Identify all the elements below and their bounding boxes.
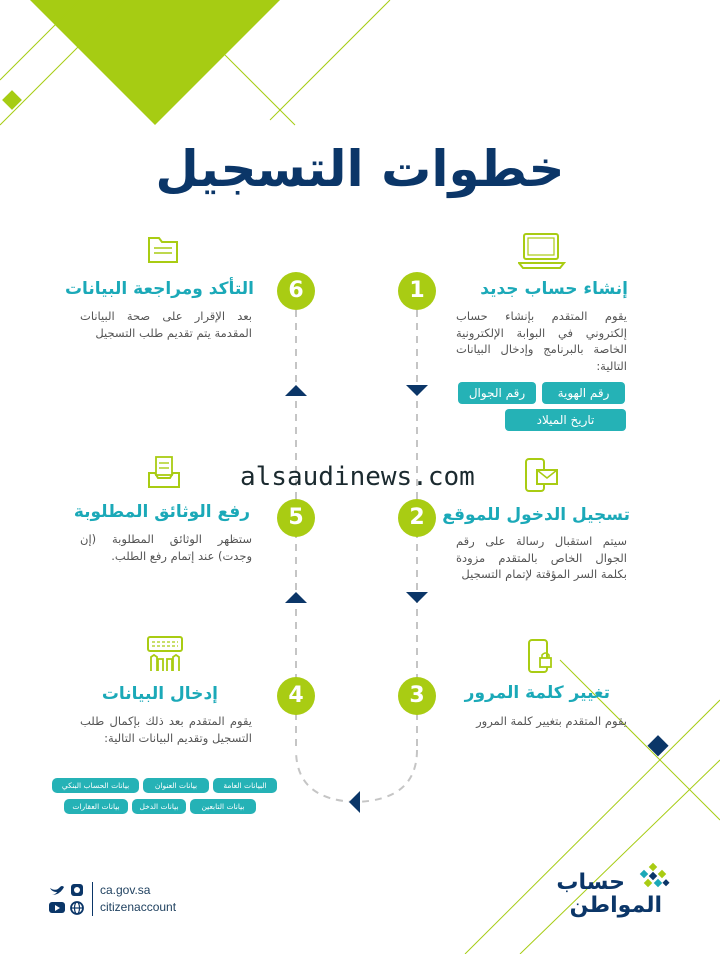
step-6-title: التأكد ومراجعة البيانات xyxy=(64,279,254,299)
decor-diamond-green xyxy=(2,90,22,110)
top-green-triangle xyxy=(30,0,280,125)
step-4-text: يقوم المتقدم بعد ذلك بإكمال طلب التسجيل وتقديم البيانات التالية: xyxy=(80,714,252,745)
mobile-message-icon xyxy=(523,456,559,496)
tag-address-data: بيانات العنوان xyxy=(143,778,209,793)
step-3-title: تغيير كلمة المرور xyxy=(464,683,610,703)
step-6-text: بعد الإقرار على صحة البيانات المقدمة يتم تقديم طلب التسجيل xyxy=(80,309,252,340)
logo-mark-icon xyxy=(636,862,672,894)
tag-dependents-data: بيانات التابعين xyxy=(190,799,256,814)
decor-line-3 xyxy=(225,55,295,125)
tag-birth-date: تاريخ الميلاد xyxy=(505,409,626,431)
step-3-text: يقوم المتقدم بتغيير كلمة المرور xyxy=(476,714,627,728)
step-number-4: 4 xyxy=(277,677,315,715)
website-link[interactable]: ca.gov.sa xyxy=(100,883,151,897)
tag-income-data: بيانات الدخل xyxy=(132,799,186,814)
tag-general-data: البيانات العامة xyxy=(213,778,277,793)
arrow-down-2 xyxy=(406,592,428,603)
laptop-icon xyxy=(518,232,566,272)
step-2-text: سيتم استقبال رسالة على رقم الجوال الخاص بالمتقدم مزودة بكلمة السر المؤقتة لإتمام التسجيل xyxy=(456,534,627,581)
youtube-icon xyxy=(49,902,65,913)
mobile-lock-icon xyxy=(526,638,554,674)
tag-property-data: بيانات العقارات xyxy=(64,799,128,814)
step-2-title: تسجيل الدخول للموقع xyxy=(442,505,630,525)
page-title: خطوات التسجيل xyxy=(155,140,565,198)
step-4-title: إدخال البيانات xyxy=(101,684,218,704)
logo-line-1: حساب xyxy=(556,870,625,895)
step-number-1: 1 xyxy=(398,272,436,310)
arrow-left xyxy=(349,791,360,813)
tag-id-number: رقم الهوية xyxy=(542,382,625,404)
decor-line-4 xyxy=(270,0,390,120)
tag-mobile-number: رقم الجوال xyxy=(458,382,536,404)
social-icons xyxy=(48,883,88,917)
timeline-curve xyxy=(296,750,417,802)
globe-icon xyxy=(71,902,83,914)
arrow-up-2 xyxy=(285,592,307,603)
step-number-2: 2 xyxy=(398,499,436,537)
step-number-5: 5 xyxy=(277,499,315,537)
step-1-text: يقوم المتقدم بإنشاء حساب إلكتروني في البوابة الإلكترونية الخاصة بالبرنامج وإدخال البيانات التالية: xyxy=(456,309,627,373)
watermark-text: alsaudinews.com xyxy=(240,462,475,492)
step-5-text: ستظهر الوثائق المطلوبة (إن وجدت) عند إتمام رفع الطلب. xyxy=(80,532,252,563)
decor-line-6 xyxy=(520,760,720,954)
social-handle[interactable]: citizenaccount xyxy=(100,900,177,914)
arrow-up-1 xyxy=(285,385,307,396)
instagram-icon xyxy=(71,884,83,896)
decor-diamond-navy xyxy=(647,735,668,756)
logo-line-2: المواطن xyxy=(569,893,662,918)
step-5-title: رفع الوثائق المطلوبة xyxy=(73,502,250,522)
step-1-title: إنشاء حساب جديد xyxy=(480,279,628,299)
keyboard-typing-icon xyxy=(145,633,185,673)
arrow-down-1 xyxy=(406,385,428,396)
footer-divider xyxy=(92,882,93,916)
document-tray-icon xyxy=(145,453,183,491)
folder-icon xyxy=(146,232,180,266)
tag-bank-data: بيانات الحساب البنكي xyxy=(52,778,139,793)
decor-line-2 xyxy=(0,0,80,80)
step-number-3: 3 xyxy=(398,677,436,715)
step-number-6: 6 xyxy=(277,272,315,310)
twitter-icon xyxy=(50,886,64,895)
